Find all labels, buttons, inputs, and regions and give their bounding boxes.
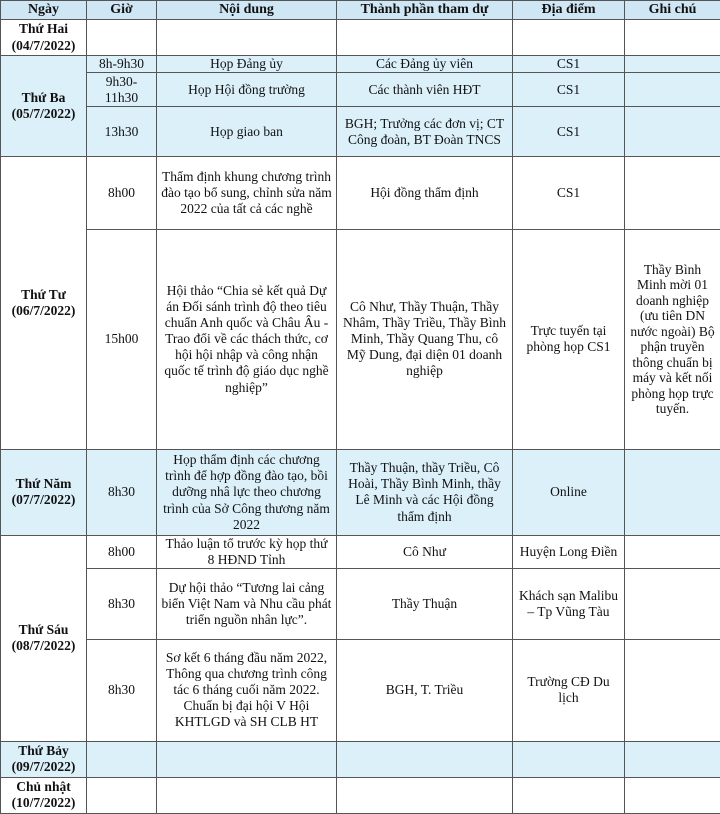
note-cell: Thầy Bình Minh mời 01 doanh nghiệp (ưu tiên DN nước ngoài) Bộ phận truyền thông chuẩn bị máy và kết nối phòng họp trực tuyến. bbox=[625, 229, 720, 449]
header-noi-dung: Nội dung bbox=[157, 1, 337, 20]
attendees-cell: Hội đồng thẩm định bbox=[337, 157, 513, 229]
time-cell: 13h30 bbox=[87, 107, 157, 157]
attendees-cell: Thầy Thuận, thầy Triều, Cô Hoài, Thầy Bình Minh, thầy Lê Minh và các Hội đồng thẩm định bbox=[337, 449, 513, 535]
note-cell bbox=[625, 449, 720, 535]
attendees-cell bbox=[337, 20, 513, 56]
table-row bbox=[1, 107, 720, 157]
time-cell: 8h30 bbox=[87, 449, 157, 535]
attendees-cell: Các thành viên HĐT bbox=[337, 73, 513, 107]
day-cell-mon: Thứ Hai (04/7/2022) bbox=[1, 20, 87, 56]
location-cell: Huyện Long Điền bbox=[513, 536, 625, 569]
header-ngay: Ngày bbox=[1, 1, 87, 20]
note-cell bbox=[625, 20, 720, 56]
content-cell bbox=[157, 777, 337, 813]
location-cell: Trường CĐ Du lịch bbox=[513, 639, 625, 741]
day-cell-sat: Thứ Bảy (09/7/2022) bbox=[1, 741, 87, 777]
header-dia-diem: Địa điểm bbox=[513, 1, 625, 20]
table-row bbox=[1, 229, 720, 449]
content-cell bbox=[157, 20, 337, 56]
header-ghi-chu: Ghi chú bbox=[625, 1, 720, 20]
time-cell: 8h-9h30 bbox=[87, 56, 157, 73]
time-cell: 8h00 bbox=[87, 157, 157, 229]
day-cell-sun: Chủ nhật (10/7/2022) bbox=[1, 777, 87, 813]
note-cell bbox=[625, 639, 720, 741]
content-cell bbox=[157, 741, 337, 777]
time-cell: 8h30 bbox=[87, 569, 157, 639]
time-cell: 9h30-11h30 bbox=[87, 73, 157, 107]
table-row bbox=[1, 73, 720, 107]
header-row bbox=[1, 1, 720, 20]
attendees-cell bbox=[337, 777, 513, 813]
time-cell: 8h00 bbox=[87, 536, 157, 569]
location-cell: Trực tuyến tại phòng họp CS1 bbox=[513, 229, 625, 449]
note-cell bbox=[625, 56, 720, 73]
content-cell: Sơ kết 6 tháng đầu năm 2022, Thông qua chương trình công tác 6 tháng cuối năm 2022. Chuẩn bị đại hội V Hội KHTLGD và SH CLB HT bbox=[157, 639, 337, 741]
attendees-cell: Thầy Thuận bbox=[337, 569, 513, 639]
content-cell: Họp thẩm định các chương trình để hợp đồng đào tạo, bồi dưỡng nhâ lực theo chương trình của Sở Công thương năm 2022 bbox=[157, 449, 337, 535]
day-cell-fri: Thứ Sáu (08/7/2022) bbox=[1, 536, 87, 742]
location-cell bbox=[513, 741, 625, 777]
content-cell: Họp Đảng ủy bbox=[157, 56, 337, 73]
time-cell bbox=[87, 20, 157, 56]
attendees-cell: Các Đảng ủy viên bbox=[337, 56, 513, 73]
time-cell bbox=[87, 777, 157, 813]
attendees-cell: Cô Như bbox=[337, 536, 513, 569]
table-row bbox=[1, 569, 720, 639]
location-cell: CS1 bbox=[513, 56, 625, 73]
note-cell bbox=[625, 777, 720, 813]
content-cell: Họp giao ban bbox=[157, 107, 337, 157]
content-cell: Thẩm định khung chương trình đào tạo bổ sung, chỉnh sửa năm 2022 của tất cả các nghề bbox=[157, 157, 337, 229]
note-cell bbox=[625, 569, 720, 639]
table-row bbox=[1, 777, 720, 813]
content-cell: Thảo luận tổ trước kỳ họp thứ 8 HĐND Tỉnh bbox=[157, 536, 337, 569]
attendees-cell: BGH, T. Triều bbox=[337, 639, 513, 741]
location-cell: CS1 bbox=[513, 157, 625, 229]
content-cell: Họp Hội đồng trường bbox=[157, 73, 337, 107]
content-cell: Dự hội thảo “Tương lai cảng biển Việt Nam và Nhu cầu phát triển nguồn nhân lực”. bbox=[157, 569, 337, 639]
location-cell bbox=[513, 20, 625, 56]
table-row bbox=[1, 157, 720, 229]
location-cell: CS1 bbox=[513, 73, 625, 107]
content-cell: Hội thảo “Chia sẻ kết quả Dự án Đối sánh trình độ theo tiêu chuẩn Anh quốc và Châu Âu - Trao đổi về các thách thức, cơ hội hội nhập và công nhận quốc tế trình độ giáo dục nghề nghiệp” bbox=[157, 229, 337, 449]
note-cell bbox=[625, 741, 720, 777]
note-cell bbox=[625, 107, 720, 157]
table-row bbox=[1, 449, 720, 535]
note-cell bbox=[625, 157, 720, 229]
header-gio: Giờ bbox=[87, 1, 157, 20]
day-cell-thu: Thứ Năm (07/7/2022) bbox=[1, 449, 87, 535]
attendees-cell: Cô Như, Thầy Thuận, Thầy Nhâm, Thầy Triều, Thầy Bình Minh, Thầy Quang Thu, cô Mỹ Dung, đại diện 01 doanh nghiệp bbox=[337, 229, 513, 449]
location-cell: CS1 bbox=[513, 107, 625, 157]
note-cell bbox=[625, 73, 720, 107]
table-row bbox=[1, 536, 720, 569]
time-cell: 15h00 bbox=[87, 229, 157, 449]
table-row bbox=[1, 56, 720, 73]
attendees-cell bbox=[337, 741, 513, 777]
table-row bbox=[1, 741, 720, 777]
location-cell: Khách sạn Malibu – Tp Vũng Tàu bbox=[513, 569, 625, 639]
location-cell bbox=[513, 777, 625, 813]
day-cell-tue: Thứ Ba (05/7/2022) bbox=[1, 56, 87, 157]
attendees-cell: BGH; Trưởng các đơn vị; CT Công đoàn, BT Đoàn TNCS bbox=[337, 107, 513, 157]
time-cell bbox=[87, 741, 157, 777]
location-cell: Online bbox=[513, 449, 625, 535]
header-thanh-phan: Thành phần tham dự bbox=[337, 1, 513, 20]
note-cell bbox=[625, 536, 720, 569]
table-row bbox=[1, 639, 720, 741]
day-cell-wed: Thứ Tư (06/7/2022) bbox=[1, 157, 87, 450]
table-row bbox=[1, 20, 720, 56]
time-cell: 8h30 bbox=[87, 639, 157, 741]
